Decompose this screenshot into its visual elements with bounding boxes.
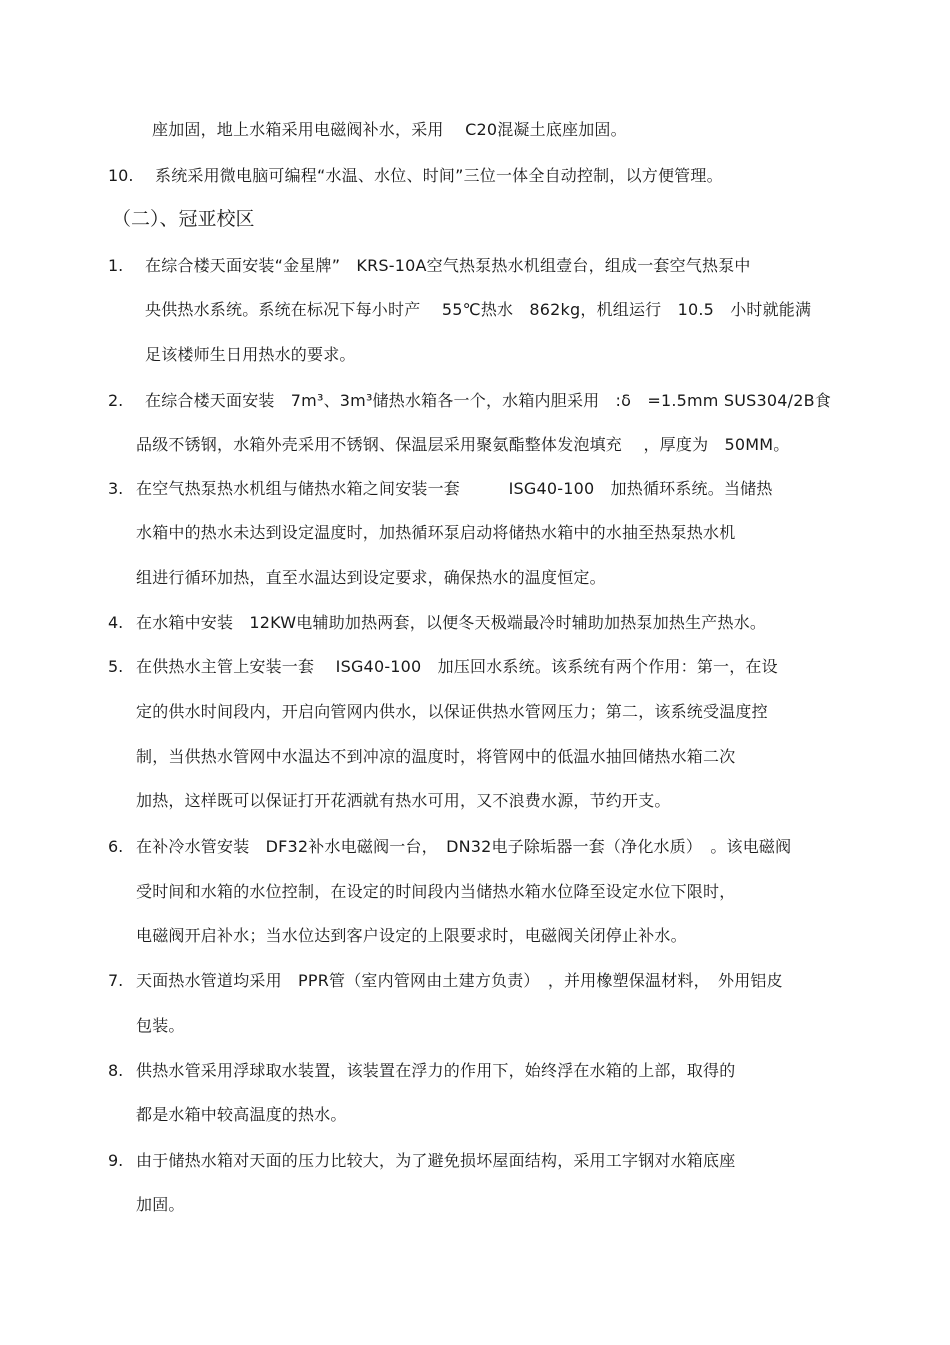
item-number-3: 3.: [108, 479, 124, 498]
item-1-line-3: 足该楼师生日用热水的要求。: [145, 345, 356, 364]
item-3-line-1: 在空气热泵热水机组与储热水箱之间安装一套 ISG40-100 加热循环系统。当储热: [136, 479, 773, 498]
item-5-line-1: 在供热水主管上安装一套 ISG40-100 加压回水系统。该系统有两个作用：第一，在设: [136, 657, 778, 676]
item-6-line-1: 在补冷水管安装 DF32补水电磁阀一台， DN32电子除垢器一套（净化水质） 。该电磁阀: [136, 837, 792, 856]
item-number-10: 10.: [108, 166, 134, 185]
item-8-line-1: 供热水管采用浮球取水装置，该装置在浮力的作用下，始终浮在水箱的上部，取得的: [136, 1061, 736, 1080]
item-7-line-2: 包装。: [136, 1016, 185, 1035]
item-number-5: 5.: [108, 657, 124, 676]
item-8-line-2: 都是水箱中较高温度的热水。: [136, 1105, 347, 1124]
item-4-line-1: 在水箱中安装 12KW电辅助加热两套，以便冬天极端最冷时辅助加热泵加热生产热水。: [136, 613, 767, 632]
item-number-1: 1.: [108, 256, 124, 275]
item-9-line-1: 由于储热水箱对天面的压力比较大，为了避免损坏屋面结构，采用工字钢对水箱底座: [136, 1151, 736, 1170]
item-number-4: 4.: [108, 613, 124, 632]
item-number-8: 8.: [108, 1061, 124, 1080]
item-6-line-2: 受时间和水箱的水位控制，在设定的时间段内当储热水箱水位降至设定水位下限时，: [136, 882, 736, 901]
item-number-7: 7.: [108, 971, 124, 990]
item-3-line-2: 水箱中的热水未达到设定温度时，加热循环泵启动将储热水箱中的水抽至热泵热水机: [136, 523, 736, 542]
item-2-line-1: 在综合楼天面安装 7m³、3m³储热水箱各一个，水箱内胆采用 :δ =1.5mm SUS304/2B食: [145, 391, 831, 410]
item-7-line-1: 天面热水管道均采用 PPR管（室内管网由土建方负责） ，并用橡塑保温材料， 外用铝皮: [136, 971, 783, 990]
item-number-6: 6.: [108, 837, 124, 856]
item-5-line-2: 定的供水时间段内，开启向管网内供水，以保证供热水管网压力；第二，该系统受温度控: [136, 702, 768, 721]
item-10-text: 系统采用微电脑可编程“水温、水位、时间”三位一体全自动控制，以方便管理。: [155, 166, 723, 185]
item-6-line-3: 电磁阀开启补水；当水位达到客户设定的上限要求时，电磁阀关闭停止补水。: [136, 926, 687, 945]
item-9-line-2: 加固。: [136, 1195, 185, 1214]
item-3-line-3: 组进行循环加热，直至水温达到设定要求，确保热水的温度恒定。: [136, 568, 606, 587]
paragraph-line: 座加固，地上水箱采用电磁阀补水，采用 C20混凝土底座加固。: [152, 120, 627, 139]
item-number-2: 2.: [108, 391, 124, 410]
section-heading: （二）、冠亚校区: [112, 208, 255, 230]
item-2-line-2: 品级不锈钢，水箱外壳采用不锈钢、保温层采用聚氨酯整体发泡填充 ，厚度为 50MM。: [136, 435, 790, 454]
item-number-9: 9.: [108, 1151, 124, 1170]
item-5-line-3: 制，当供热水管网中水温达不到冲凉的温度时，将管网中的低温水抽回储热水箱二次: [136, 747, 736, 766]
item-5-line-4: 加热，这样既可以保证打开花洒就有热水可用，又不浪费水源，节约开支。: [136, 791, 671, 810]
item-1-line-1: 在综合楼天面安装“金星牌” KRS-10A空气热泵热水机组壹台，组成一套空气热泵中: [145, 256, 751, 275]
item-1-line-2: 央供热水系统。系统在标况下每小时产 55℃热水 862kg，机组运行 10.5 小时就能满: [145, 300, 812, 319]
